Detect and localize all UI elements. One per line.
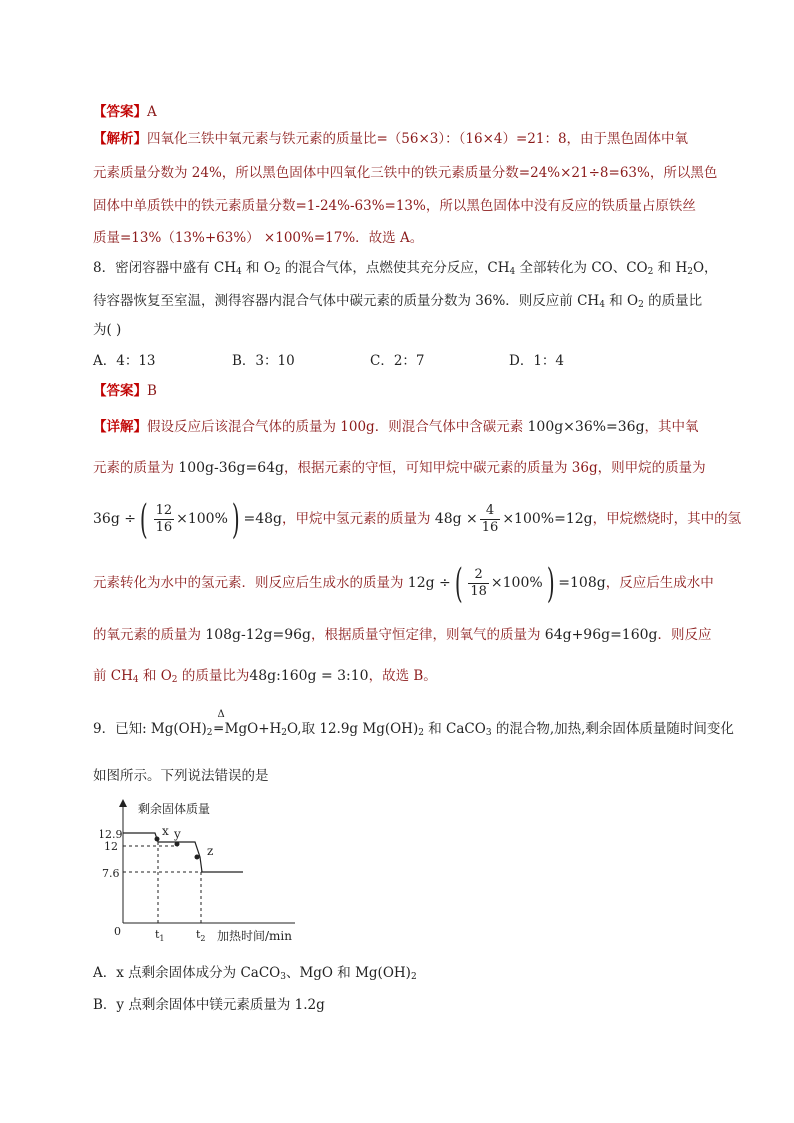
point-z xyxy=(195,855,200,860)
answer-tag: 【答案】 xyxy=(93,383,147,399)
analysis-tag: 【解析】 xyxy=(93,131,147,147)
q8-option-d: D．1：4 xyxy=(509,353,565,369)
q7-answer xyxy=(93,102,157,122)
detail-tag: 【详解】 xyxy=(93,419,147,435)
q8-detail-line-4: 元素转化为水中的氢元素．则反应后生成水的质量为 12g ÷( $\frac{2}{18}$ ×100%) =108g，反应后生成水中 xyxy=(93,560,714,607)
q7-analysis-line-4: 质量=13%（13%+63%） ×100%=17%．故选 A。 xyxy=(93,230,424,246)
x-tick-t1: $t_1$ xyxy=(155,928,165,943)
fraction-12-16: $\frac{12}{16}$ xyxy=(155,503,173,535)
y-tick-12: 12 xyxy=(104,840,118,853)
q8-stem-line-1: 8．密闭容器中盛有 $CH_4$ 和 $O_2$ 的混合气体，点燃使其充分反应，$CH_4$ 全部转化为 CO、$CO_2$ 和 $H_2O$， xyxy=(93,260,718,277)
fraction-4-16: $\frac{4}{16}$ xyxy=(481,503,499,535)
q8-option-c: C．2：7 xyxy=(370,353,425,369)
label-x: x xyxy=(162,824,169,838)
point-y xyxy=(175,842,180,847)
q9-option-b: B．y 点剩余固体中镁元素质量为 1.2g xyxy=(93,997,325,1013)
point-x xyxy=(155,837,160,842)
q8-detail-line-6: 前 $CH_4$ 和 $O_2$ 的质量比为48g:160g = 3:10，故选 B。 xyxy=(93,668,437,685)
q8-option-b: B．3：10 xyxy=(232,353,295,369)
x-tick-t2: $t_2$ xyxy=(196,928,206,943)
q7-analysis-line-3: 固体中单质铁中的铁元素质量分数=1-24%-63%=13%，所以黑色固体中没有反应的铁质量占原铁丝 xyxy=(93,198,696,214)
q8-detail-line-1: 【详解】假设反应后该混合气体的质量为 100g．则混合气体中含碳元素 100g×36%=36g，其中氧 xyxy=(93,419,699,435)
answer-value: B xyxy=(147,383,157,399)
q7-analysis-line-2: 元素质量分数为 24%，所以黑色固体中四氧化三铁中的铁元素质量分数=24%×21÷8=63%，所以黑色 xyxy=(93,165,718,181)
q8-detail-line-5: 的氧元素的质量为 108g-12g=96g，根据质量守恒定律，则氧气的质量为 64g+96g=160g．则反应 xyxy=(93,627,712,643)
q8-detail-line-2: 元素的质量为 100g-36g=64g，根据元素的守恒，可知甲烷中碳元素的质量为 36g，则甲烷的质量为 xyxy=(93,460,706,476)
q8-option-a: A．4：13 xyxy=(93,353,156,369)
mass-curve xyxy=(123,833,243,872)
q8-stem-line-3: 为( ) xyxy=(93,322,122,338)
q8-detail-line-3: 36g ÷( $\frac{12}{16}$ ×100%) =48g，甲烷中氢元素的质量为 48g × $\frac{4}{16}$ ×100%=12g，甲烷燃烧时，其中的氢 xyxy=(93,496,742,543)
label-z: z xyxy=(207,844,214,858)
delta-symbol: Δ xyxy=(217,709,225,720)
y-axis-label: 剩余固体质量 xyxy=(138,802,211,816)
y-tick-12-9: 12.9 xyxy=(100,828,123,841)
q9-stem-line-1: 9．已知: $Mg(OH)_2$ Δ ═ $MgO+H_2O$,取 12.9g $Mg(OH)_2$ 和 CaCO$_3$ 的混合物,加热,剩余固体质量随时间变化 xyxy=(93,719,734,739)
y-tick-7-6: 7.6 xyxy=(102,867,120,880)
answer-tag: 【答案】 xyxy=(93,104,147,120)
q9-option-a: A．x 点剩余固体成分为 CaCO$_3$、MgO 和 $Mg(OH)_2$ xyxy=(93,965,417,982)
label-y: y xyxy=(174,827,181,841)
origin-label: 0 xyxy=(114,925,121,938)
x-axis-label: 加热时间/min xyxy=(217,929,292,943)
q8-stem-line-2: 待容器恢复至室温，测得容器内混合气体中碳元素的质量分数为 36%．则反应前 $CH_4$ 和 $O_2$ 的质量比 xyxy=(93,293,703,310)
q8-answer xyxy=(93,381,157,401)
answer-value: A xyxy=(147,104,157,120)
q9-stem-line-2: 如图所示。下列说法错误的是 xyxy=(93,768,269,784)
fraction-2-18: $\frac{2}{18}$ xyxy=(470,567,487,599)
mass-time-graph xyxy=(100,795,310,950)
analysis-text: 四氧化三铁中氧元素与铁元素的质量比=（56×3）：（16×4）=21：8，由于黑色固体中氧 xyxy=(147,131,689,147)
q7-analysis-line-1 xyxy=(93,129,688,149)
